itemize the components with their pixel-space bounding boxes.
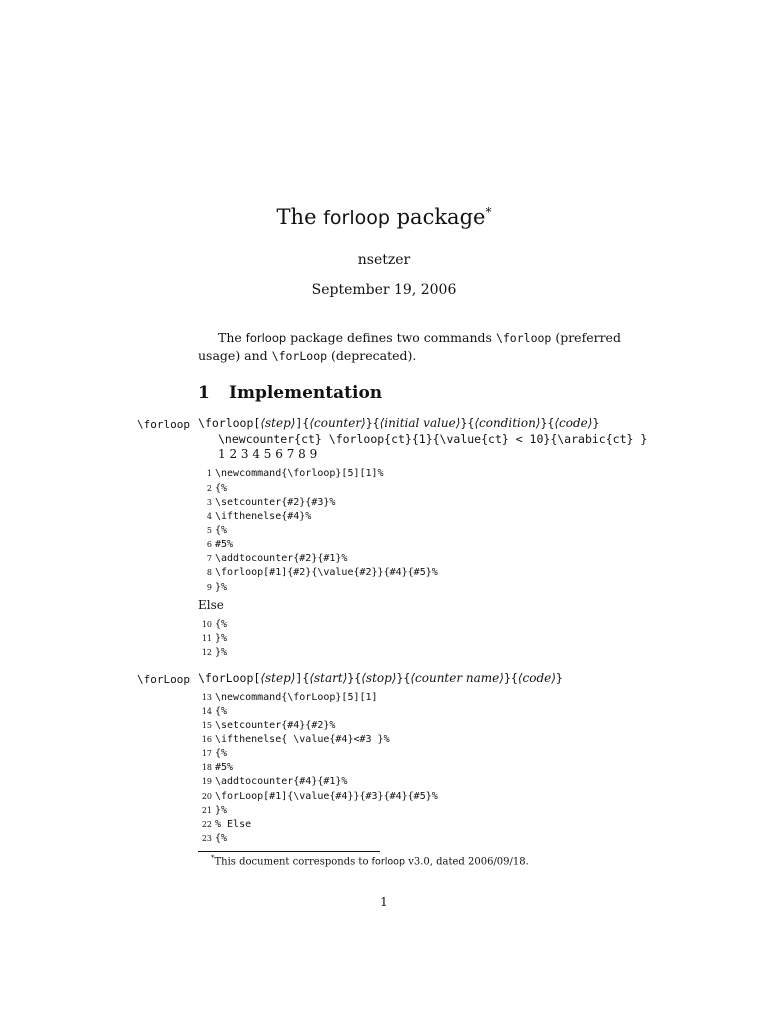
margin-label-forLoop: \forLoop [137, 673, 190, 686]
code-line: 14 {% [201, 706, 228, 717]
forloop-example-output: 1 2 3 4 5 6 7 8 9 [218, 447, 318, 461]
abstract-text: The [218, 330, 242, 345]
abstract-command: \forLoop [271, 349, 328, 363]
abstract-text: (preferred usage) and [198, 330, 621, 363]
abstract-command: \forloop [495, 331, 552, 345]
code-line: 18 #5% [201, 762, 234, 773]
document-title [0, 205, 768, 229]
title-footnote-mark: * [485, 205, 492, 219]
code-line: 23 {% [201, 833, 228, 844]
code-line: 1 \newcommand{\forloop}[5][1]% [206, 468, 384, 479]
abstract-paragraph [198, 329, 658, 365]
code-line: 13 \newcommand{\forLoop}[5][1] [201, 692, 378, 703]
section-heading [198, 383, 382, 403]
code-line: 10 {% [201, 619, 228, 630]
else-label: Else [198, 598, 224, 612]
code-line: 8 \forloop[#1]{#2}{\value{#2}}{#4}{#5}% [206, 567, 438, 578]
footnote-text: This document corresponds to [214, 856, 369, 868]
footnote-text: v3.0, dated 2006/09/18. [408, 856, 529, 868]
title-pre: The [276, 205, 317, 229]
abstract-text: (deprecated). [331, 348, 417, 363]
code-line: 17 {% [201, 748, 228, 759]
code-line: 5 {% [206, 525, 228, 536]
author: nsetzer [357, 252, 411, 268]
code-line: 16 \ifthenelse{ \value{#4}<#3 }% [201, 734, 390, 745]
forloop-example: \newcounter{ct} \forloop{ct}{1}{\value{ct} < 10}{\arabic{ct} } [218, 432, 648, 446]
code-line: 11 }% [201, 633, 228, 644]
code-line: 6 #5% [206, 539, 234, 550]
forLoop-syntax: \forLoop[⟨step⟩]{⟨start⟩}{⟨stop⟩}{⟨counter name⟩}{⟨code⟩} [198, 671, 563, 685]
title-package-name: forloop [323, 207, 390, 229]
code-line: 7 \addtocounter{#2}{#1}% [206, 553, 348, 564]
page-number: 1 [380, 895, 388, 909]
code-line: 9 }% [206, 582, 228, 593]
footnote-rule [198, 851, 380, 852]
date: September 19, 2006 [311, 282, 457, 298]
abstract-package-name: forloop [245, 331, 287, 345]
forloop-syntax: \forloop[⟨step⟩]{⟨counter⟩}{⟨initial value⟩}{⟨condition⟩}{⟨code⟩} [198, 416, 600, 430]
footnote-package-name: forloop [371, 856, 406, 868]
code-line: 21 }% [201, 805, 228, 816]
section-title: Implementation [229, 383, 383, 403]
code-line: 12 }% [201, 647, 228, 658]
code-line: 19 \addtocounter{#4}{#1}% [201, 776, 348, 787]
footnote-mark: * [211, 854, 215, 862]
footnote [211, 854, 529, 867]
section-number: 1 [198, 383, 210, 403]
title-post: package [396, 205, 486, 229]
code-line: 20 \forLoop[#1]{\value{#4}}{#3}{#4}{#5}% [201, 791, 438, 802]
code-line: 22 % Else [201, 819, 252, 830]
code-line: 2 {% [206, 483, 228, 494]
margin-label-forloop: \forloop [137, 418, 190, 431]
code-line: 4 \ifthenelse{#4}% [206, 511, 312, 522]
code-line: 3 \setcounter{#2}{#3}% [206, 497, 336, 508]
code-line: 15 \setcounter{#4}{#2}% [201, 720, 336, 731]
abstract-text: package defines two commands [290, 330, 492, 345]
